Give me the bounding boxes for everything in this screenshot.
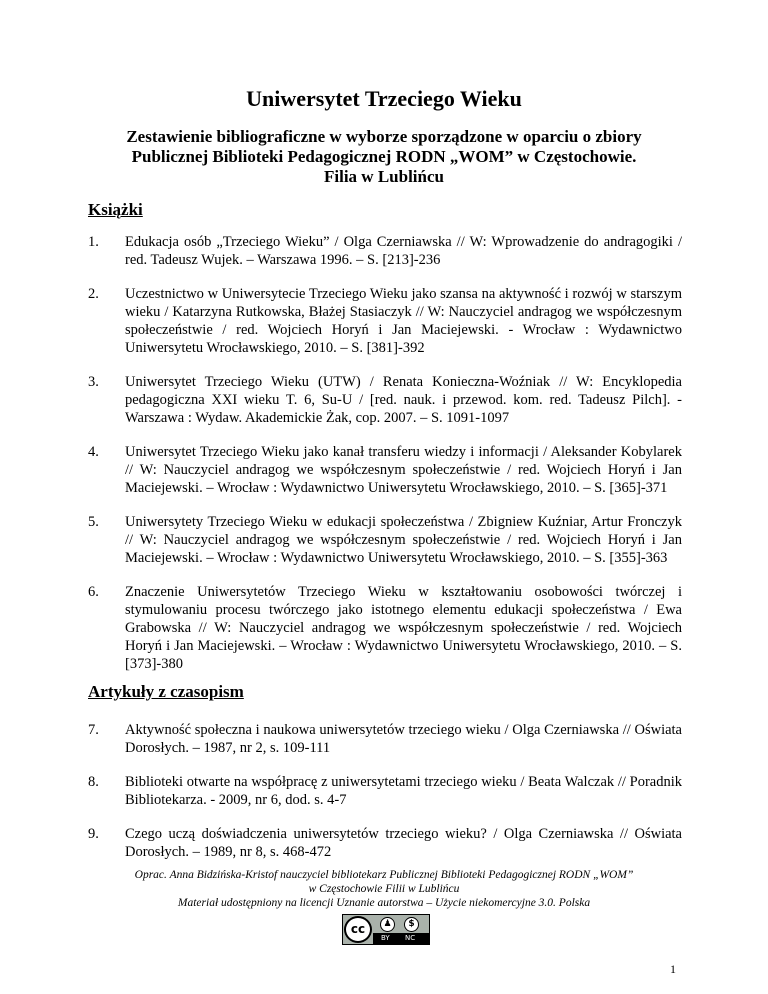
subtitle-line: Zestawienie bibliograficzne w wyborze sporządzone w oparciu o zbiory	[126, 127, 642, 146]
bibliography-entry	[88, 825, 682, 861]
entry-text: Edukacja osób „Trzeciego Wieku” / Olga Czerniawska // W: Wprowadzenie do andragogiki / red. Tadeusz Wujek. – Warszawa 1996. – S. [213]-236	[125, 234, 682, 268]
entry-number: 1.	[88, 234, 99, 250]
entry-number: 2.	[88, 286, 99, 302]
entry-number: 3.	[88, 374, 99, 390]
by-label: BY	[381, 934, 390, 942]
bibliography-entry	[88, 233, 682, 269]
license-icons	[377, 917, 427, 933]
entry-text: Czego uczą doświadczenia uniwersytetów trzeciego wieku? / Olga Czerniawska // Oświata Dorosłych. – 1989, nr 8, s. 468-472	[125, 826, 682, 860]
document-subtitle	[100, 127, 668, 187]
entry-number: 4.	[88, 444, 99, 460]
nc-label: NC	[405, 934, 416, 942]
section-heading-books: Książki	[88, 200, 143, 219]
entry-number: 9.	[88, 826, 99, 842]
bibliography-entry	[88, 721, 682, 757]
section-heading-articles: Artykuły z czasopism	[88, 682, 244, 701]
cc-icon: cc	[344, 916, 372, 943]
footer-author-line: Oprac. Anna Bidzińska-Kristof nauczyciel bibliotekarz Publicznej Biblioteki Pedagogicznej RODN „WOM”	[134, 869, 634, 881]
entry-text: Znaczenie Uniwersytetów Trzeciego Wieku w kształtowaniu osobowości twórczej i stymulowaniu procesu twórczego jako istotnego elementu edukacji społeczeństwa / Ewa Grabowska // W: Nauczyciel andragog we współczesnym społeczeństwie / red. Wojciech Horyń i Jan Maciejewski. – Wrocław : Wydawnictwo Uniwersytetu Wrocławskiego, 2010. – S. [373]-380	[125, 584, 682, 672]
bibliography-entry	[88, 583, 682, 673]
page-number: 1	[670, 962, 676, 976]
subtitle-line: Filia w Lublińcu	[324, 167, 444, 186]
entry-text: Biblioteki otwarte na współpracę z uniwersytetami trzeciego wieku / Beata Walczak // Poradnik Bibliotekarza. - 2009, nr 6, dod. s. 4-7	[125, 774, 682, 808]
bibliography-entry	[88, 373, 682, 427]
footer-license-line: Materiał udostępniony na licencji Uznanie autorstwa – Użycie niekomercyjne 3.0. Polska	[177, 897, 591, 909]
entry-text: Aktywność społeczna i naukowa uniwersytetów trzeciego wieku / Olga Czerniawska // Oświata Dorosłych. – 1987, nr 2, s. 109-111	[125, 722, 682, 756]
footer-institution-line: w Częstochowie Filii w Lublińcu	[308, 883, 460, 895]
subtitle-line: Publicznej Biblioteki Pedagogicznej RODN „WOM” w Częstochowie.	[131, 147, 637, 166]
entry-number: 7.	[88, 722, 99, 738]
attribution-icon: ♟	[380, 917, 395, 932]
bibliography-entry	[88, 285, 682, 357]
page-title: Uniwersytet Trzeciego Wieku	[246, 86, 522, 111]
entry-number: 5.	[88, 514, 99, 530]
bibliography-entry	[88, 443, 682, 497]
cc-license-badge[interactable]	[342, 914, 430, 945]
entry-number: 8.	[88, 774, 99, 790]
entry-text: Uniwersytety Trzeciego Wieku w edukacji społeczeństwa / Zbigniew Kuźniar, Artur Fronczyk // W: Nauczyciel andragog we współczesnym społeczeństwie / red. Wojciech Horyń i Jan Maciejewski. – Wrocław : Wydawnictwo Uniwersytetu Wrocławskiego, 2010. – S. [355]-363	[125, 514, 682, 566]
bibliography-entry	[88, 513, 682, 567]
noncommercial-icon: $	[404, 917, 419, 932]
bibliography-entry	[88, 773, 682, 809]
entry-text: Uniwersytet Trzeciego Wieku jako kanał transferu wiedzy i informacji / Aleksander Kobylarek // W: Nauczyciel andragog we współczesnym społeczeństwie / red. Wojciech Horyń i Jan Maciejewski. – Wrocław : Wydawnictwo Uniwersytetu Wrocławskiego, 2010. – S. [365]-371	[125, 444, 682, 496]
entry-text: Uczestnictwo w Uniwersytecie Trzeciego Wieku jako szansa na aktywność i rozwój w starszym wieku / Katarzyna Rutkowska, Błażej Stasiaczyk // W: Nauczyciel andragog we współczesnym społeczeństwie / red. Wojciech Horyń i Jan Maciejewski. - Wrocław : Wydawnictwo Uniwersytetu Wrocławskiego, 2010. – S. [381]-392	[125, 286, 682, 356]
license-strip	[373, 933, 429, 944]
page-footer	[60, 868, 708, 910]
entry-number: 6.	[88, 584, 99, 600]
entry-text: Uniwersytet Trzeciego Wieku (UTW) / Renata Konieczna-Woźniak // W: Encyklopedia pedagogiczna XXI wieku T. 6, Su-U / [red. nauk. i przewod. kom. red. Tadeusz Pilch]. - Warszawa : Wydaw. Akademickie Żak, cop. 2007. – S. 1091-1097	[125, 374, 682, 426]
